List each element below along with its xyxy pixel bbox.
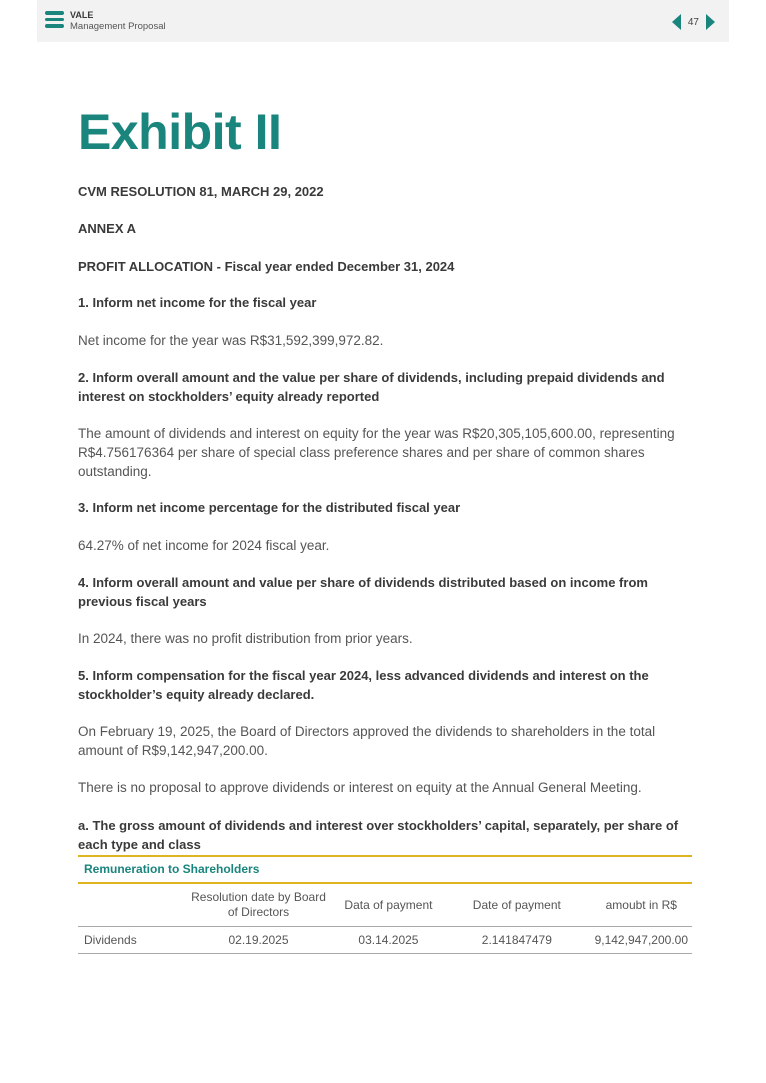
column-header	[78, 884, 183, 927]
brand-subtitle: Management Proposal	[70, 21, 166, 32]
column-header: Data of payment	[334, 884, 443, 927]
table-row	[78, 927, 692, 954]
column-header: amoubt in R$	[591, 884, 692, 927]
page-title: Exhibit II	[78, 104, 282, 160]
brand	[70, 10, 166, 32]
heading-question-4: 4. Inform overall amount and value per share of dividends distributed based on income from previous fiscal years	[78, 575, 648, 609]
table-cell: 02.19.2025	[183, 927, 334, 954]
column-header: Date of payment	[443, 884, 590, 927]
data-table	[78, 884, 692, 954]
heading-item-a: a. The gross amount of dividends and interest over stockholders’ capital, separately, per share of each type and class	[78, 818, 679, 852]
next-page-arrow-icon[interactable]	[706, 14, 715, 30]
heading-annex: ANNEX A	[78, 221, 137, 236]
remuneration-table	[78, 855, 692, 954]
heading-question-5: 5. Inform compensation for the fiscal year 2024, less advanced dividends and interest on the stockholder’s equity already declared.	[78, 668, 649, 702]
page-content	[78, 100, 692, 164]
answer-5-paragraph-2: There is no proposal to approve dividends or interest on equity at the Annual General Meeting.	[78, 780, 642, 795]
heading-profit-allocation: PROFIT ALLOCATION - Fiscal year ended December 31, 2024	[78, 259, 455, 274]
answer-4: In 2024, there was no profit distribution from prior years.	[78, 631, 413, 646]
answer-3: 64.27% of net income for 2024 fiscal year.	[78, 538, 330, 553]
menu-icon[interactable]	[45, 11, 64, 28]
table-cell: 2.141847479	[443, 927, 590, 954]
heading-question-2: 2. Inform overall amount and the value per share of dividends, including prepaid dividends and interest on stockholders’ equity already reported	[78, 370, 665, 404]
column-header: Resolution date by Board of Directors	[183, 884, 334, 927]
table-cell: 9,142,947,200.00	[591, 927, 692, 954]
answer-5-paragraph-1: On February 19, 2025, the Board of Directors approved the dividends to shareholders in the total amount of R$9,142,947,200.00.	[78, 724, 656, 758]
table-title: Remuneration to Shareholders	[84, 862, 260, 876]
heading-cvm: CVM RESOLUTION 81, MARCH 29, 2022	[78, 184, 324, 199]
heading-question-3: 3. Inform net income percentage for the distributed fiscal year	[78, 500, 461, 515]
heading-question-1: 1. Inform net income for the fiscal year	[78, 295, 317, 310]
pager	[672, 13, 715, 31]
table-header-row	[78, 884, 692, 927]
page-number: 47	[687, 16, 699, 28]
answer-2: The amount of dividends and interest on equity for the year was R$20,305,105,600.00, representing R$4.756176364 per share of special class preference shares and per share of common shares outstanding.	[78, 426, 675, 479]
table-cell: 03.14.2025	[334, 927, 443, 954]
previous-page-arrow-icon[interactable]	[672, 14, 681, 30]
answer-1: Net income for the year was R$31,592,399,972.82.	[78, 333, 384, 348]
table-cell: Dividends	[78, 927, 183, 954]
brand-name: VALE	[70, 10, 94, 20]
top-bar	[37, 0, 729, 42]
